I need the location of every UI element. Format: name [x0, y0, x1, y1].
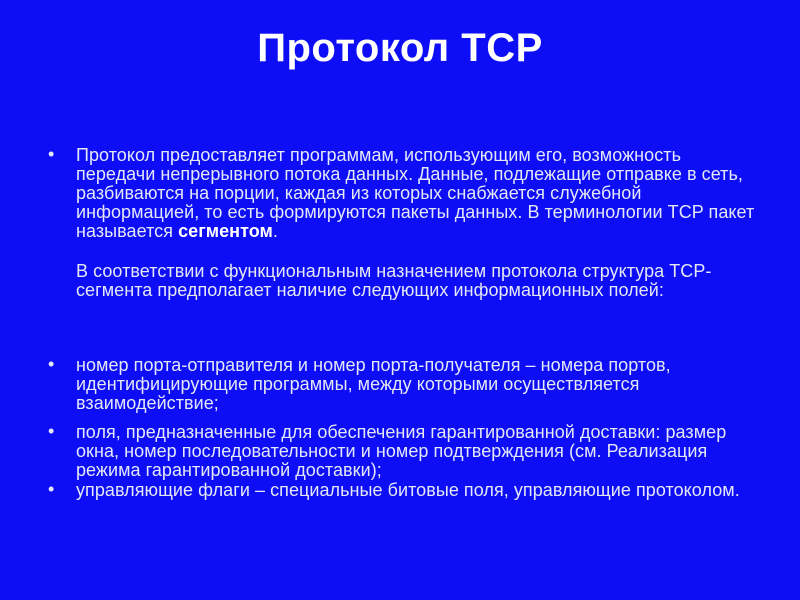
bullet-icon: •	[48, 479, 55, 499]
intro-paragraph-2: В соответствии с функциональным назначением протокола структура TCP-сегмента предполагает наличие следующих информационных полей:	[76, 261, 712, 300]
term-segment: сегментом	[178, 221, 273, 241]
bullet-icon: •	[48, 421, 55, 441]
paragraph-gap	[76, 241, 756, 262]
intro-paragraph-1-text: Протокол предоставляет программам, использующим его, возможность передачи непрерывного потока данных. Данные, подлежащие отправке в сеть, разбиваются на порции, каждая из которых снабжается служебной информацией, то есть формируются пакеты данных. В терминологии TCP пакет называется	[76, 145, 755, 241]
list-item-text: управляющие флаги – специальные битовые поля, управляющие протоколом.	[76, 480, 740, 500]
list-item-text: номер порта-отправителя и номер порта-получателя – номера портов, идентифицирующие программы, между которыми осуществляется взаимодействие;	[76, 355, 671, 413]
intro-text	[76, 146, 756, 300]
slide-title: Протокол TCP	[257, 26, 543, 70]
bullet-icon: •	[48, 354, 55, 374]
list-item-text: поля, предназначенные для обеспечения гарантированной доставки: размер окна, номер последовательности и номер подтверждения (см. Реализация режима гарантированной доставки);	[76, 422, 727, 480]
intro-paragraph-1	[76, 146, 756, 241]
intro-paragraph-1-end: .	[272, 221, 278, 241]
bullet-icon: •	[48, 144, 55, 164]
